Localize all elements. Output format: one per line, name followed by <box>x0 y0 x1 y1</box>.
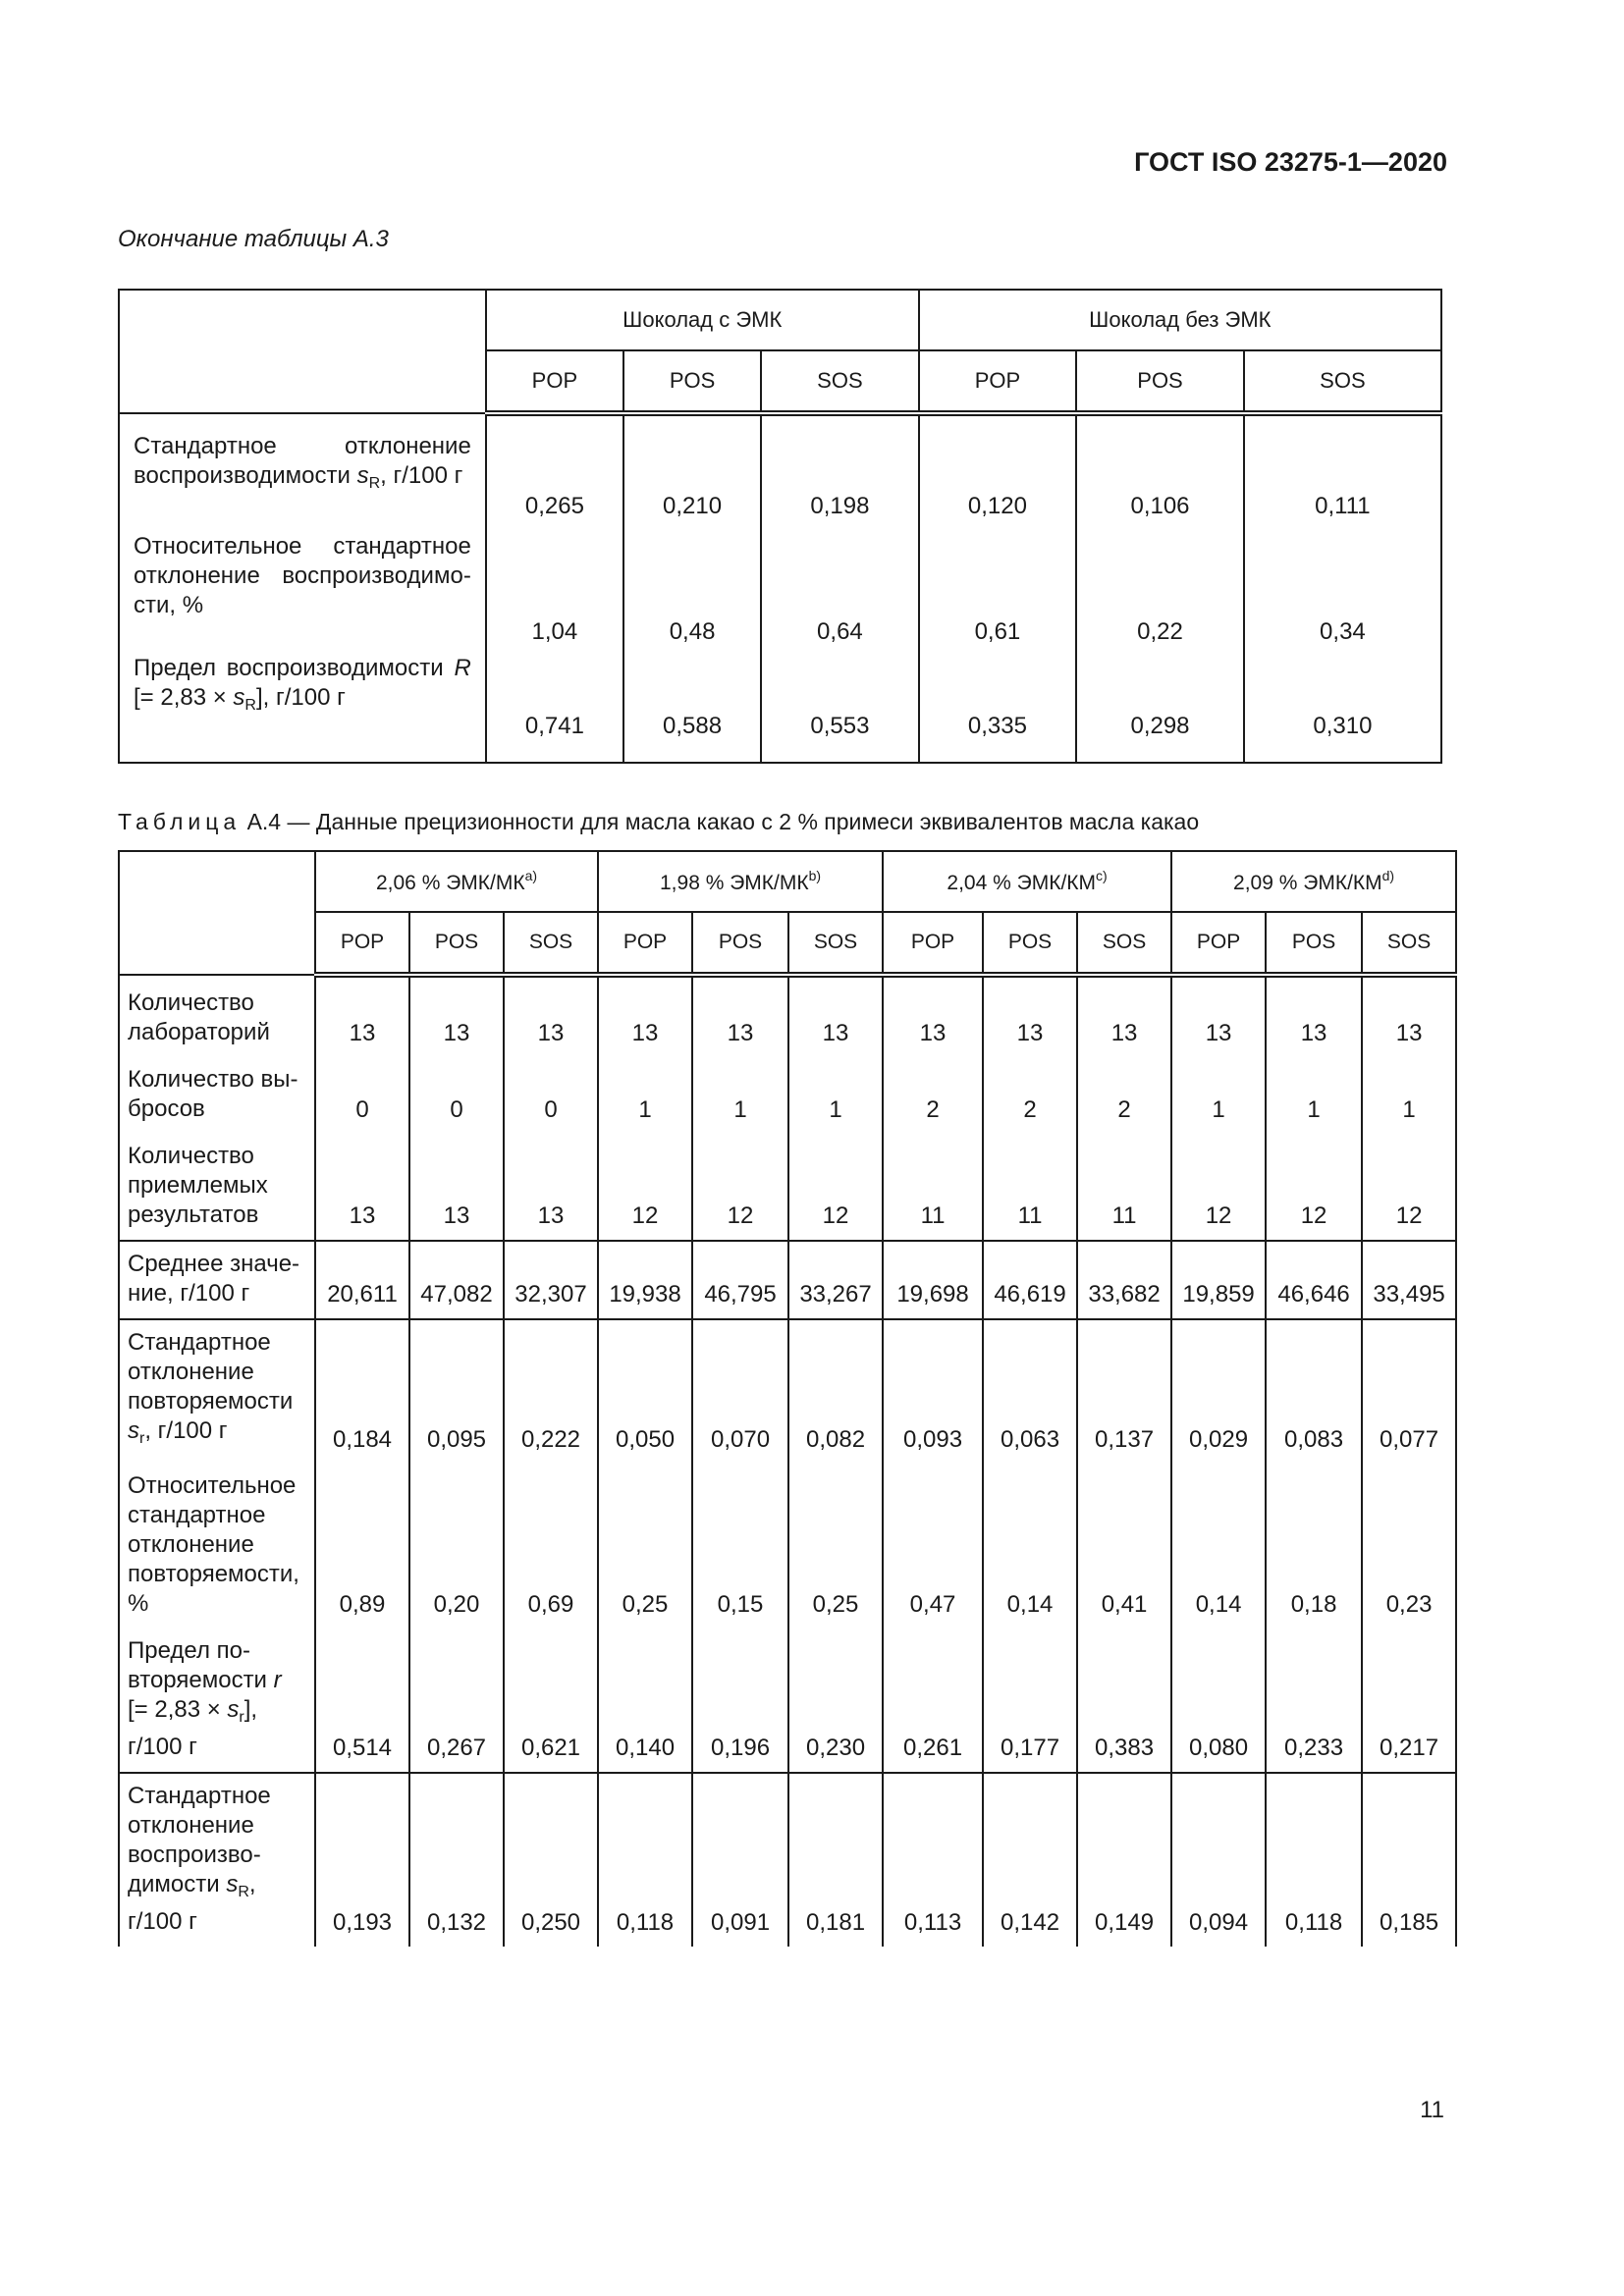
table-cell: 0 <box>504 1057 598 1134</box>
table-cell: 0,34 <box>1320 618 1366 645</box>
table-a3-value-column <box>761 413 919 763</box>
table-cell: 0,25 <box>788 1464 883 1629</box>
table-a3-group-header: Шоколад без ЭМК <box>919 290 1441 350</box>
table-a4-column-header: SOS <box>504 912 598 975</box>
table-cell: 0,69 <box>504 1464 598 1629</box>
table-cell: 0,310 <box>1313 713 1373 739</box>
table-cell: 0,113 <box>883 1773 983 1947</box>
table-cell: 0,082 <box>788 1319 883 1464</box>
table-cell: 46,646 <box>1266 1241 1362 1319</box>
table-row <box>119 1241 1456 1319</box>
table-a4-column-header: POS <box>692 912 788 975</box>
table-cell: 33,267 <box>788 1241 883 1319</box>
table-cell: 19,859 <box>1171 1241 1266 1319</box>
table-cell: 0,621 <box>504 1629 598 1773</box>
table-cell: 0,23 <box>1362 1464 1456 1629</box>
row-label: Относительное стандартное отклонение воспроизводимо-сти, % <box>134 533 471 618</box>
table-cell: 0,61 <box>974 618 1021 645</box>
table-cell: 0,196 <box>692 1629 788 1773</box>
table-cell: 46,795 <box>692 1241 788 1319</box>
table-cell: 0,588 <box>663 713 723 739</box>
table-cell: 0,083 <box>1266 1319 1362 1464</box>
table-a4-column-header: POS <box>409 912 504 975</box>
table-a4-column-header: POP <box>1171 912 1266 975</box>
table-cell: 0,140 <box>598 1629 692 1773</box>
table-cell: 12 <box>598 1134 692 1241</box>
row-label: Стандартное отклонение воспроизводимости $s_R$, г/100 г <box>134 433 471 492</box>
table-cell: 2 <box>1077 1057 1171 1134</box>
table-cell: 0,118 <box>1266 1773 1362 1947</box>
table-a3-group-header: Шоколад с ЭМК <box>486 290 919 350</box>
table-cell: 1 <box>598 1057 692 1134</box>
table-a3-column-header: POP <box>919 350 1077 413</box>
table-cell: 13 <box>692 975 788 1057</box>
table-cell: 0 <box>409 1057 504 1134</box>
table-a3-value-column <box>1244 413 1441 763</box>
table-a4-group-header: 2,09 % ЭМК/КМ$^{d)}$ <box>1171 851 1456 912</box>
table-cell: 0,063 <box>983 1319 1077 1464</box>
table-cell: 11 <box>1077 1134 1171 1241</box>
table-cell: 2 <box>983 1057 1077 1134</box>
table-cell: 0,553 <box>810 713 870 739</box>
table-row <box>119 975 1456 1057</box>
table-a4-column-header: POP <box>883 912 983 975</box>
table-a3-corner <box>119 290 486 413</box>
table-cell: 33,682 <box>1077 1241 1171 1319</box>
table-cell: 0,250 <box>504 1773 598 1947</box>
table-a4-column-header: POP <box>598 912 692 975</box>
table-cell: 1 <box>788 1057 883 1134</box>
table-row <box>119 1134 1456 1241</box>
table-row <box>119 1464 1456 1629</box>
table-cell: 0,222 <box>504 1319 598 1464</box>
table-cell: 0,20 <box>409 1464 504 1629</box>
table-cell: 46,619 <box>983 1241 1077 1319</box>
table-cell: 0,077 <box>1362 1319 1456 1464</box>
table-cell: 32,307 <box>504 1241 598 1319</box>
table-cell: 13 <box>409 1134 504 1241</box>
table-cell: 0,383 <box>1077 1629 1171 1773</box>
table-cell: 0,14 <box>1171 1464 1266 1629</box>
table-cell: 0,267 <box>409 1629 504 1773</box>
table-cell: 12 <box>788 1134 883 1241</box>
table-cell: 0,142 <box>983 1773 1077 1947</box>
table-a3-column-header: POS <box>1076 350 1244 413</box>
table-cell: 0,198 <box>810 493 870 519</box>
table-cell: 13 <box>504 975 598 1057</box>
table-cell: 0,132 <box>409 1773 504 1947</box>
row-label: Относительное стандартное отклонение повторяемости, % <box>119 1464 315 1629</box>
table-a3-value-column <box>1076 413 1244 763</box>
table-cell: 0,15 <box>692 1464 788 1629</box>
table-a4 <box>118 850 1457 1947</box>
table-cell: 13 <box>983 975 1077 1057</box>
table-cell: 0,217 <box>1362 1629 1456 1773</box>
table-cell: 13 <box>788 975 883 1057</box>
table-cell: 0,137 <box>1077 1319 1171 1464</box>
table-a3-column-header: SOS <box>761 350 919 413</box>
table-cell: 13 <box>409 975 504 1057</box>
row-label: Количество лабораторий <box>119 975 315 1057</box>
standard-designation: ГОСТ ISO 23275-1—2020 <box>1134 147 1447 177</box>
table-cell: 1 <box>1266 1057 1362 1134</box>
table-cell: 0,41 <box>1077 1464 1171 1629</box>
table-cell: 11 <box>883 1134 983 1241</box>
row-label: Предел по-вторяемости r [= $2,83 \times s_r$], г/100 г <box>119 1629 315 1773</box>
table-cell: 0,093 <box>883 1319 983 1464</box>
table-cell: 0,029 <box>1171 1319 1266 1464</box>
row-label: Предел воспроизводимости R [= $2,83 \times s_R$], г/100 г <box>134 655 471 714</box>
table-cell: 13 <box>1077 975 1171 1057</box>
table-cell: 0,149 <box>1077 1773 1171 1947</box>
table-a4-group-header: 1,98 % ЭМК/МК$^{b)}$ <box>598 851 883 912</box>
table-cell: 0,335 <box>967 713 1027 739</box>
row-label: Среднее значе-ние, г/100 г <box>119 1241 315 1319</box>
table-cell: 0,741 <box>524 713 584 739</box>
table-a4-column-header: SOS <box>1362 912 1456 975</box>
table-a4-column-header: POS <box>1266 912 1362 975</box>
table-cell: 13 <box>315 1134 409 1241</box>
table-cell: 0,118 <box>598 1773 692 1947</box>
table-cell: 12 <box>1171 1134 1266 1241</box>
table-a4-column-header: POP <box>315 912 409 975</box>
row-label: Стандартное отклонение повторяемости $s_r$, г/100 г <box>119 1319 315 1464</box>
table-row <box>119 1773 1456 1947</box>
table-cell: 0,514 <box>315 1629 409 1773</box>
table-cell: 0,230 <box>788 1629 883 1773</box>
table-cell: 0,050 <box>598 1319 692 1464</box>
page-number: 11 <box>1420 2097 1444 2123</box>
table-cell: 13 <box>1266 975 1362 1057</box>
table-cell: 0,64 <box>817 618 863 645</box>
table-cell: 1 <box>1171 1057 1266 1134</box>
table-cell: 0,14 <box>983 1464 1077 1629</box>
table-cell: 0,193 <box>315 1773 409 1947</box>
table-cell: 0,091 <box>692 1773 788 1947</box>
table-cell: 13 <box>504 1134 598 1241</box>
table-cell: 0,095 <box>409 1319 504 1464</box>
table-cell: 11 <box>983 1134 1077 1241</box>
table-cell: 12 <box>692 1134 788 1241</box>
table-a3-column-header: POS <box>623 350 761 413</box>
table-cell: 13 <box>315 975 409 1057</box>
table-cell: 0,89 <box>315 1464 409 1629</box>
table-a4-group-header: 2,06 % ЭМК/МК$^{a)}$ <box>315 851 598 912</box>
table-cell: 1 <box>1362 1057 1456 1134</box>
table-cell: 47,082 <box>409 1241 504 1319</box>
table-a3-caption: Окончание таблицы А.3 <box>118 226 389 252</box>
table-cell: 0,47 <box>883 1464 983 1629</box>
table-cell: 19,938 <box>598 1241 692 1319</box>
table-cell: 0,233 <box>1266 1629 1362 1773</box>
table-cell: 1 <box>692 1057 788 1134</box>
table-a3-column-header: POP <box>486 350 623 413</box>
table-cell: 0,177 <box>983 1629 1077 1773</box>
table-a4-group-header: 2,04 % ЭМК/КМ$^{c)}$ <box>883 851 1171 912</box>
table-cell: 0,094 <box>1171 1773 1266 1947</box>
table-a3-row-labels <box>119 413 486 763</box>
table-cell: 12 <box>1266 1134 1362 1241</box>
table-cell: 0,111 <box>1315 493 1371 519</box>
row-label: Количество вы-бросов <box>119 1057 315 1134</box>
table-a3-value-column <box>919 413 1077 763</box>
table-a4-caption: Таблица А.4 — Данные прецизионности для масла какао с 2 % примеси эквивалентов масла какао <box>118 809 1200 834</box>
table-row <box>119 1057 1456 1134</box>
table-a4-corner <box>119 851 315 975</box>
table-cell: 0,120 <box>967 493 1027 519</box>
table-cell: 13 <box>1362 975 1456 1057</box>
table-a3-value-column <box>486 413 623 763</box>
table-cell: 12 <box>1362 1134 1456 1241</box>
table-cell: 0,261 <box>883 1629 983 1773</box>
row-label: Количество приемлемых результатов <box>119 1134 315 1241</box>
table-a4-column-header: SOS <box>788 912 883 975</box>
row-label: Стандартное отклонение воспроизво-димости $s_R$, г/100 г <box>119 1773 315 1947</box>
table-cell: 0,185 <box>1362 1773 1456 1947</box>
table-a4-column-header: POS <box>983 912 1077 975</box>
table-a3 <box>118 289 1442 764</box>
table-cell: 0,265 <box>524 493 584 519</box>
table-cell: 19,698 <box>883 1241 983 1319</box>
table-cell: 0,25 <box>598 1464 692 1629</box>
table-cell: 13 <box>598 975 692 1057</box>
table-cell: 1,04 <box>531 618 578 645</box>
table-cell: 0,181 <box>788 1773 883 1947</box>
table-a3-value-column <box>623 413 761 763</box>
table-cell: 0,18 <box>1266 1464 1362 1629</box>
table-row <box>119 1319 1456 1464</box>
table-a3-column-header: SOS <box>1244 350 1441 413</box>
table-cell: 0,48 <box>669 618 716 645</box>
table-cell: 20,611 <box>315 1241 409 1319</box>
table-cell: 0,298 <box>1130 713 1190 739</box>
table-cell: 0,22 <box>1137 618 1183 645</box>
table-cell: 13 <box>1171 975 1266 1057</box>
table-cell: 0,210 <box>663 493 723 519</box>
table-cell: 2 <box>883 1057 983 1134</box>
table-cell: 0,184 <box>315 1319 409 1464</box>
table-a4-column-header: SOS <box>1077 912 1171 975</box>
table-cell: 13 <box>883 975 983 1057</box>
table-cell: 0,070 <box>692 1319 788 1464</box>
table-row <box>119 1629 1456 1773</box>
table-cell: 0,080 <box>1171 1629 1266 1773</box>
table-cell: 33,495 <box>1362 1241 1456 1319</box>
table-cell: 0,106 <box>1130 493 1190 519</box>
table-cell: 0 <box>315 1057 409 1134</box>
